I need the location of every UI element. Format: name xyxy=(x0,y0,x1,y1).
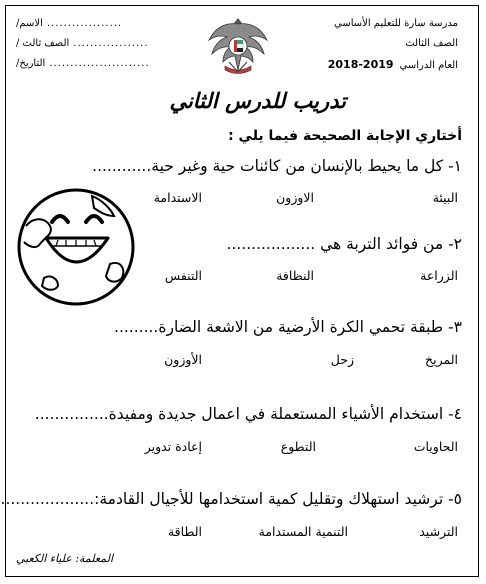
academic-year-row xyxy=(328,58,458,71)
teacher-signature: المعلمة: علياء الكعبي xyxy=(16,552,113,565)
uae-emblem-icon xyxy=(205,14,271,80)
name-label: الاسم/ xyxy=(16,18,43,29)
grade-dots: .................. xyxy=(73,38,149,49)
q1-option-3[interactable]: الاستدامة xyxy=(153,190,202,205)
smiling-earth-icon xyxy=(14,186,138,308)
q3-option-2[interactable]: زحل xyxy=(330,352,354,367)
q4-option-3[interactable]: إعادة تدوير xyxy=(144,439,202,454)
academic-year: 2018-2019 xyxy=(327,58,394,71)
q4-option-2[interactable]: التطوع xyxy=(280,439,316,454)
question-2: ٢- من فوائد التربة هي .................. xyxy=(226,235,462,253)
question-5: ٥- ترشيد استهلاك وتقليل كمية استخدامها للأجيال القادمة:................... xyxy=(0,490,462,508)
school-grade: الصف الثالث xyxy=(405,38,458,49)
question-4: ٤- استخدام الأشياء المستعملة في اعمال جديدة ومفيدة............... xyxy=(34,405,462,423)
date-dots: ........................ xyxy=(49,58,150,69)
q1-option-2[interactable]: الاوزون xyxy=(276,190,314,205)
q3-option-3[interactable]: الأوزون xyxy=(164,352,202,367)
q2-option-1[interactable]: الزراعة xyxy=(420,268,458,283)
q2-option-2[interactable]: النظافة xyxy=(276,268,314,283)
q5-option-3[interactable]: الطاقة xyxy=(167,524,202,539)
name-dots: .................. xyxy=(46,18,123,29)
q1-option-1[interactable]: البيئة xyxy=(432,190,458,205)
q2-option-3[interactable]: التنفس xyxy=(164,268,202,283)
q4-option-1[interactable]: الحاويات xyxy=(413,439,458,454)
q3-option-1[interactable]: المريخ xyxy=(425,352,458,367)
question-1: ١- كل ما يحيط بالإنسان من كائنات حية وغير حية............ xyxy=(92,157,462,175)
date-label: التاريخ/ xyxy=(16,58,46,69)
q5-option-1[interactable]: الترشيد xyxy=(419,524,458,539)
date-field[interactable] xyxy=(16,58,150,69)
instruction: أختاري الإجابة الصحيحة فيما يلي : xyxy=(228,128,462,144)
question-3: ٣- طبقة تحمي الكرة الأرضية من الاشعة الضارة......... xyxy=(114,318,462,336)
grade-field[interactable] xyxy=(16,38,149,49)
school-name: مدرسة سارة للتعليم الأساسي xyxy=(333,18,458,29)
name-field[interactable] xyxy=(16,18,122,29)
grade-field-label: الصف ثالث / xyxy=(16,38,70,49)
q5-option-2[interactable]: التنمية المستدامة xyxy=(258,524,348,539)
page-title: تدريب للدرس الثاني xyxy=(169,88,346,113)
academic-year-label: العام الدراسي xyxy=(399,60,458,71)
